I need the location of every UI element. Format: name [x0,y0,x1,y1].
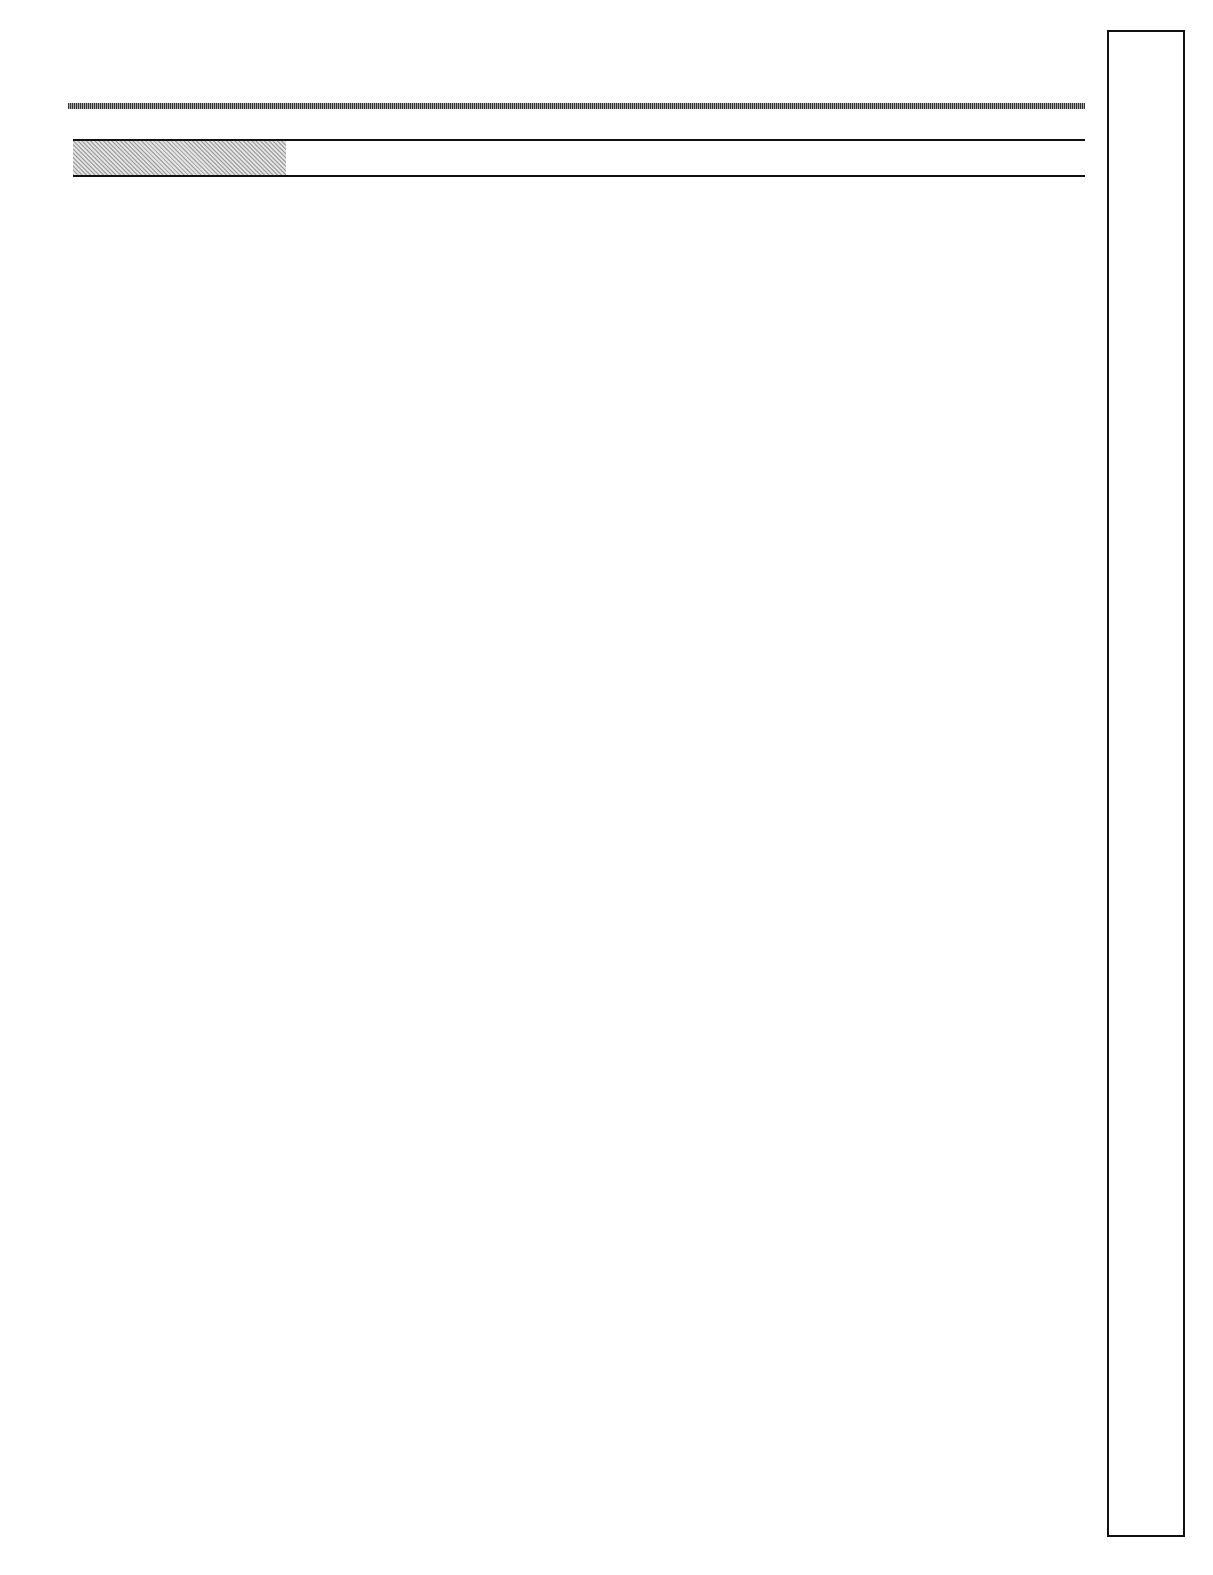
table-header [73,139,1085,177]
header-rule [68,103,1085,109]
problem-column-header [73,141,286,175]
troubleshooting-table [73,139,1085,177]
section-tabs [1107,30,1185,1537]
